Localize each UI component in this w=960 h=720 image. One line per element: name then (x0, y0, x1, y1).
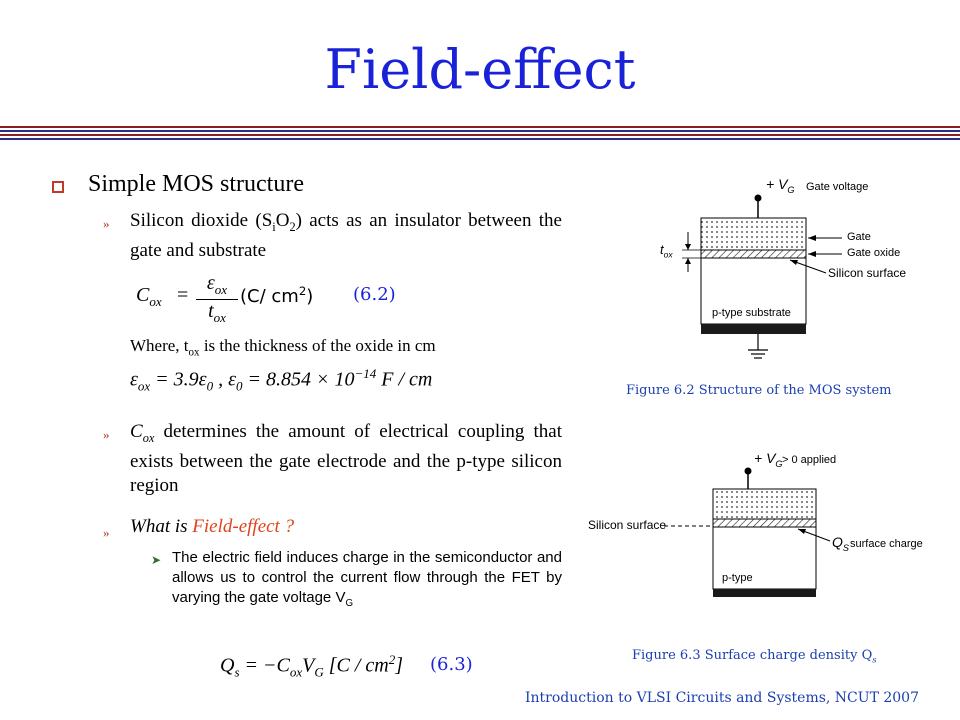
eq-number-6-3: (6.3) (430, 654, 473, 675)
eq-cox-equals: = (177, 284, 189, 306)
sub-bullet-marker: » (103, 525, 110, 540)
figure-6-2-caption: Figure 6.2 Structure of the MOS system (626, 383, 892, 398)
fig1-substrate-label: p-type substrate (712, 307, 791, 319)
fig1-gate-voltage-label: Gate voltage (806, 181, 869, 193)
sub-bullet-what-is-field-effect: What is Field-effect ? (130, 516, 295, 537)
title-divider (0, 126, 960, 144)
sub-bullet-cox-determines: $C_{ox}$ determines the amount of electrical coupling that exists between the gate electrode and the p-type silicon region (130, 421, 562, 496)
bullet-simple-mos: Simple MOS structure (88, 171, 304, 197)
figure-mos-structure (580, 170, 950, 370)
sub-bullet-marker: » (103, 216, 110, 231)
arrow-bullet-icon: ➤ (151, 553, 162, 567)
eq-epsilon: $\varepsilon_{ox} = 3.9\varepsilon_0$ , $\varepsilon_0 = 8.854 \times 10^{-14}$ F / cm (130, 366, 433, 394)
figure-surface-charge (580, 445, 950, 630)
fig1-vg-label: + $V_G$ (766, 176, 795, 195)
figure-6-3-caption: Figure 6.3 Surface charge density $Q_s$ (632, 648, 877, 665)
fig1-gate-oxide-label: Gate oxide (847, 247, 901, 259)
slide-footer: Introduction to VLSI Circuits and Systems, NCUT 2007 (525, 690, 919, 706)
fig2-qs-label: $Q_S$ (832, 534, 849, 553)
eq-cox-lhs: $C_{ox}$ (136, 284, 162, 309)
fig2-vg-label: + $V_G$ (754, 450, 783, 469)
slide-title: Field-effect (324, 38, 636, 101)
eq-cox-unit: (C/ $cm^2$) (240, 284, 314, 307)
fig1-gate-label: Gate (847, 231, 871, 243)
fig2-vg-applied-label: > 0 applied (782, 454, 837, 466)
sub-sub-bullet-electric-field: The electric field induces charge in the semiconductor and allows us to control the current flow through the FET by varying the gate voltage $V_G$ (172, 549, 562, 609)
sub-bullet-marker: » (103, 427, 110, 442)
sub-bullet-silicon-dioxide: Silicon dioxide $(S_iO_2)$ acts as an insulator between the gate and substrate (130, 210, 562, 261)
eq-number-6-2: (6.2) (353, 284, 396, 305)
fig1-silicon-surface-label: Silicon surface (828, 266, 907, 280)
fig2-surface-charge-label: surface charge (850, 538, 923, 550)
fig1-tox-label: $t_{ox}$ (660, 242, 673, 260)
eq-cox-fraction: $\varepsilon_{ox}$ $t_{ox}$ (196, 272, 238, 326)
eq-qs: $Q_s = -C_{ox}V_G$ $[C / cm^2]$ (220, 652, 404, 680)
bullet-square-icon (52, 180, 64, 198)
fig2-silicon-surface-label: Silicon surface (588, 518, 667, 532)
fig2-ptype-label: p-type (722, 572, 753, 584)
where-tox-text: Where, $t_{ox}$ is the thickness of the oxide in cm (130, 336, 436, 359)
